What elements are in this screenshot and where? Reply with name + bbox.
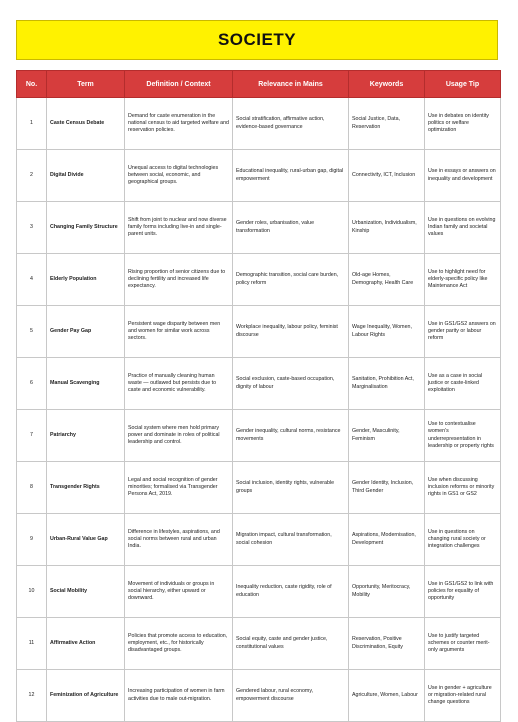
row-relevance: Gender inequality, cultural norms, resistance movements: [233, 410, 349, 462]
row-usage-tip: Use in gender + agriculture or migration-related rural change questions: [425, 670, 501, 722]
row-term: Changing Family Structure: [47, 202, 125, 254]
row-relevance: Social equity, caste and gender justice, constitutional values: [233, 618, 349, 670]
table-row: [17, 670, 501, 722]
row-keywords: Gender Identity, Inclusion, Third Gender: [349, 462, 425, 514]
row-term: Affirmative Action: [47, 618, 125, 670]
row-usage-tip: Use to highlight need for elderly-specific policy like Maintenance Act: [425, 254, 501, 306]
row-keywords: Opportunity, Meritocracy, Mobility: [349, 566, 425, 618]
table-row: [17, 150, 501, 202]
row-number: 7: [17, 410, 47, 462]
header-relevance: Relevance in Mains: [233, 71, 349, 98]
row-relevance: Gendered labour, rural economy, empowerment discourse: [233, 670, 349, 722]
row-term: Feminization of Agriculture: [47, 670, 125, 722]
table-row: [17, 566, 501, 618]
row-relevance: Inequality reduction, caste rigidity, role of education: [233, 566, 349, 618]
row-definition: Movement of individuals or groups in social hierarchy, either upward or downward.: [125, 566, 233, 618]
row-number: 6: [17, 358, 47, 410]
row-relevance: Gender roles, urbanisation, value transformation: [233, 202, 349, 254]
row-usage-tip: Use in questions on changing rural society or integration challenges: [425, 514, 501, 566]
row-keywords: Connectivity, ICT, Inclusion: [349, 150, 425, 202]
row-term: Urban-Rural Value Gap: [47, 514, 125, 566]
row-term: Patriarchy: [47, 410, 125, 462]
row-definition: Social system where men hold primary power and dominate in roles of political leadership and control.: [125, 410, 233, 462]
row-term: Caste Census Debate: [47, 98, 125, 150]
row-usage-tip: Use in questions on evolving Indian family and societal values: [425, 202, 501, 254]
row-keywords: Old-age Homes, Demography, Health Care: [349, 254, 425, 306]
table-row: [17, 202, 501, 254]
row-number: 1: [17, 98, 47, 150]
row-definition: Practice of manually cleaning human waste — outlawed but persists due to caste and economic vulnerability.: [125, 358, 233, 410]
row-definition: Demand for caste enumeration in the national census to aid targeted welfare and reservation policies.: [125, 98, 233, 150]
header-usage-tip: Usage Tip: [425, 71, 501, 98]
table-header-row: [17, 71, 501, 98]
header-no: No.: [17, 71, 47, 98]
row-keywords: Urbanization, Individualism, Kinship: [349, 202, 425, 254]
table-row: [17, 306, 501, 358]
row-number: 12: [17, 670, 47, 722]
row-definition: Policies that promote access to education, employment, etc., for historically disadvantaged groups.: [125, 618, 233, 670]
row-usage-tip: Use in GS1/GS2 answers on gender parity or labour reform: [425, 306, 501, 358]
row-relevance: Social exclusion, caste-based occupation, dignity of labour: [233, 358, 349, 410]
table-row: [17, 254, 501, 306]
table-row: [17, 98, 501, 150]
row-number: 3: [17, 202, 47, 254]
row-relevance: Social stratification, affirmative action, evidence-based governance: [233, 98, 349, 150]
header-definition: Definition / Context: [125, 71, 233, 98]
row-usage-tip: Use in GS1/GS2 to link with policies for equality of opportunity: [425, 566, 501, 618]
row-keywords: Sanitation, Prohibition Act, Marginalisation: [349, 358, 425, 410]
row-keywords: Social Justice, Data, Reservation: [349, 98, 425, 150]
row-number: 2: [17, 150, 47, 202]
row-usage-tip: Use as a case in social justice or caste-linked exploitation: [425, 358, 501, 410]
row-number: 4: [17, 254, 47, 306]
row-relevance: Migration impact, cultural transformation, social cohesion: [233, 514, 349, 566]
row-definition: Persistent wage disparity between men and women for similar work across sectors.: [125, 306, 233, 358]
row-keywords: Aspirations, Modernisation, Development: [349, 514, 425, 566]
row-term: Transgender Rights: [47, 462, 125, 514]
page-title-bar: [16, 20, 498, 60]
row-definition: Rising proportion of senior citizens due to declining fertility and increased life expectancy.: [125, 254, 233, 306]
row-term: Manual Scavenging: [47, 358, 125, 410]
page-title: SOCIETY: [217, 30, 297, 49]
header-keywords: Keywords: [349, 71, 425, 98]
row-keywords: Reservation, Positive Discrimination, Equity: [349, 618, 425, 670]
row-term: Elderly Population: [47, 254, 125, 306]
row-usage-tip: Use to contextualise women's underrepresentation in leadership or property rights: [425, 410, 501, 462]
row-usage-tip: Use to justify targeted schemes or counter merit-only arguments: [425, 618, 501, 670]
row-keywords: Wage Inequality, Women, Labour Rights: [349, 306, 425, 358]
table-row: [17, 410, 501, 462]
header-term: Term: [47, 71, 125, 98]
row-usage-tip: Use when discussing inclusion reforms or minority rights in GS1 or GS2: [425, 462, 501, 514]
row-number: 8: [17, 462, 47, 514]
row-usage-tip: Use in debates on identity politics or welfare optimization: [425, 98, 501, 150]
row-definition: Shift from joint to nuclear and now diverse family forms including live-in and single-parent units.: [125, 202, 233, 254]
row-definition: Increasing participation of women in farm activities due to male out-migration.: [125, 670, 233, 722]
row-definition: Unequal access to digital technologies between social, economic, and geographical groups.: [125, 150, 233, 202]
table-row: [17, 358, 501, 410]
row-definition: Difference in lifestyles, aspirations, and social norms between rural and urban India.: [125, 514, 233, 566]
row-relevance: Demographic transition, social care burden, policy reform: [233, 254, 349, 306]
row-relevance: Social inclusion, identity rights, vulnerable groups: [233, 462, 349, 514]
row-relevance: Educational inequality, rural-urban gap, digital empowerment: [233, 150, 349, 202]
row-number: 11: [17, 618, 47, 670]
table-row: [17, 514, 501, 566]
table-row: [17, 618, 501, 670]
row-term: Digital Divide: [47, 150, 125, 202]
row-number: 10: [17, 566, 47, 618]
row-number: 5: [17, 306, 47, 358]
row-definition: Legal and social recognition of gender minorities; formalised via Transgender Persons Act, 2019.: [125, 462, 233, 514]
row-usage-tip: Use in essays or answers on inequality and development: [425, 150, 501, 202]
row-term: Social Mobility: [47, 566, 125, 618]
society-table: [16, 70, 501, 722]
row-number: 9: [17, 514, 47, 566]
row-relevance: Workplace inequality, labour policy, feminist discourse: [233, 306, 349, 358]
row-keywords: Gender, Masculinity, Feminism: [349, 410, 425, 462]
table-row: [17, 462, 501, 514]
row-keywords: Agriculture, Women, Labour: [349, 670, 425, 722]
row-term: Gender Pay Gap: [47, 306, 125, 358]
